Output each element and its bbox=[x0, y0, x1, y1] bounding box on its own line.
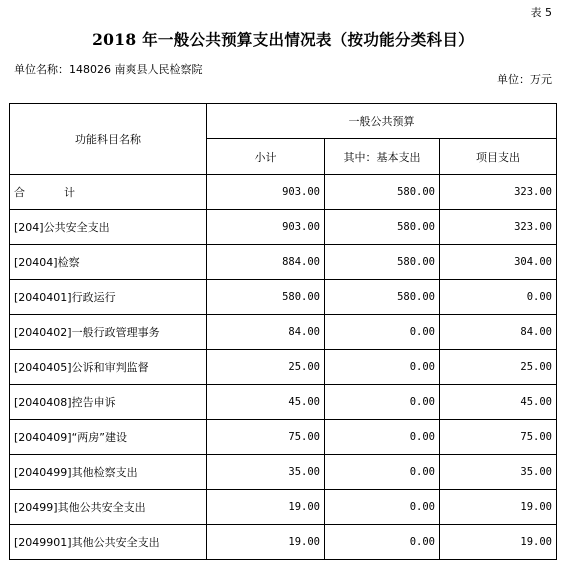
cell-function-name: [2040499]其他检察支出 bbox=[10, 455, 207, 490]
cell-project-expenditure: 19.00 bbox=[440, 490, 557, 525]
table-row bbox=[10, 175, 557, 210]
table-row bbox=[10, 525, 557, 560]
cell-function-name: [2040401]行政运行 bbox=[10, 280, 207, 315]
cell-project-expenditure: 84.00 bbox=[440, 315, 557, 350]
table-row bbox=[10, 385, 557, 420]
cell-subtotal: 25.00 bbox=[207, 350, 325, 385]
cell-basic-expenditure: 0.00 bbox=[325, 525, 440, 560]
cell-project-expenditure: 75.00 bbox=[440, 420, 557, 455]
cell-basic-expenditure: 580.00 bbox=[325, 280, 440, 315]
cell-subtotal: 35.00 bbox=[207, 455, 325, 490]
cell-function-name: [204]公共安全支出 bbox=[10, 210, 207, 245]
cell-project-expenditure: 323.00 bbox=[440, 175, 557, 210]
table-row bbox=[10, 420, 557, 455]
cell-subtotal: 45.00 bbox=[207, 385, 325, 420]
table-row bbox=[10, 490, 557, 525]
cell-subtotal: 19.00 bbox=[207, 490, 325, 525]
cell-basic-expenditure: 0.00 bbox=[325, 315, 440, 350]
header-basic-expenditure: 其中：基本支出 bbox=[325, 139, 440, 175]
cell-subtotal: 903.00 bbox=[207, 210, 325, 245]
cell-subtotal: 903.00 bbox=[207, 175, 325, 210]
cell-function-name: [2040402]一般行政管理事务 bbox=[10, 315, 207, 350]
header-subtotal: 小计 bbox=[207, 139, 325, 175]
cell-function-name: [2040409]“两房”建设 bbox=[10, 420, 207, 455]
header-function-name: 功能科目名称 bbox=[10, 104, 207, 175]
cell-function-name: [2049901]其他公共安全支出 bbox=[10, 525, 207, 560]
cell-basic-expenditure: 0.00 bbox=[325, 385, 440, 420]
table-body bbox=[10, 104, 557, 560]
header-row-1 bbox=[10, 104, 557, 139]
cell-basic-expenditure: 0.00 bbox=[325, 490, 440, 525]
cell-function-name: [20499]其他公共安全支出 bbox=[10, 490, 207, 525]
cell-project-expenditure: 0.00 bbox=[440, 280, 557, 315]
cell-project-expenditure: 35.00 bbox=[440, 455, 557, 490]
money-unit: 单位：万元 bbox=[497, 73, 552, 86]
table-row bbox=[10, 280, 557, 315]
header-project-expenditure: 项目支出 bbox=[440, 139, 557, 175]
table-row bbox=[10, 350, 557, 385]
cell-subtotal: 580.00 bbox=[207, 280, 325, 315]
table-row bbox=[10, 315, 557, 350]
cell-basic-expenditure: 580.00 bbox=[325, 210, 440, 245]
cell-project-expenditure: 323.00 bbox=[440, 210, 557, 245]
cell-project-expenditure: 25.00 bbox=[440, 350, 557, 385]
cell-basic-expenditure: 0.00 bbox=[325, 455, 440, 490]
cell-basic-expenditure: 0.00 bbox=[325, 350, 440, 385]
cell-subtotal: 19.00 bbox=[207, 525, 325, 560]
cell-project-expenditure: 45.00 bbox=[440, 385, 557, 420]
cell-subtotal: 75.00 bbox=[207, 420, 325, 455]
unit-name: 单位名称：148026 南爽县人民检察院 bbox=[14, 63, 203, 76]
table-row bbox=[10, 245, 557, 280]
table-number: 表 5 bbox=[530, 6, 552, 19]
cell-subtotal: 884.00 bbox=[207, 245, 325, 280]
header-general-budget: 一般公共预算 bbox=[207, 104, 557, 139]
cell-project-expenditure: 304.00 bbox=[440, 245, 557, 280]
cell-project-expenditure: 19.00 bbox=[440, 525, 557, 560]
table-row bbox=[10, 455, 557, 490]
cell-basic-expenditure: 580.00 bbox=[325, 175, 440, 210]
table-row bbox=[10, 210, 557, 245]
cell-function-name: [2040408]控告申诉 bbox=[10, 385, 207, 420]
cell-basic-expenditure: 0.00 bbox=[325, 420, 440, 455]
cell-function-name: [2040405]公诉和审判监督 bbox=[10, 350, 207, 385]
cell-basic-expenditure: 580.00 bbox=[325, 245, 440, 280]
cell-subtotal: 84.00 bbox=[207, 315, 325, 350]
document-title: 2018 年一般公共预算支出情况表（按功能分类科目） bbox=[92, 30, 474, 49]
cell-function-name: 合 计 bbox=[10, 175, 207, 210]
budget-table bbox=[9, 103, 557, 560]
cell-function-name: [20404]检察 bbox=[10, 245, 207, 280]
